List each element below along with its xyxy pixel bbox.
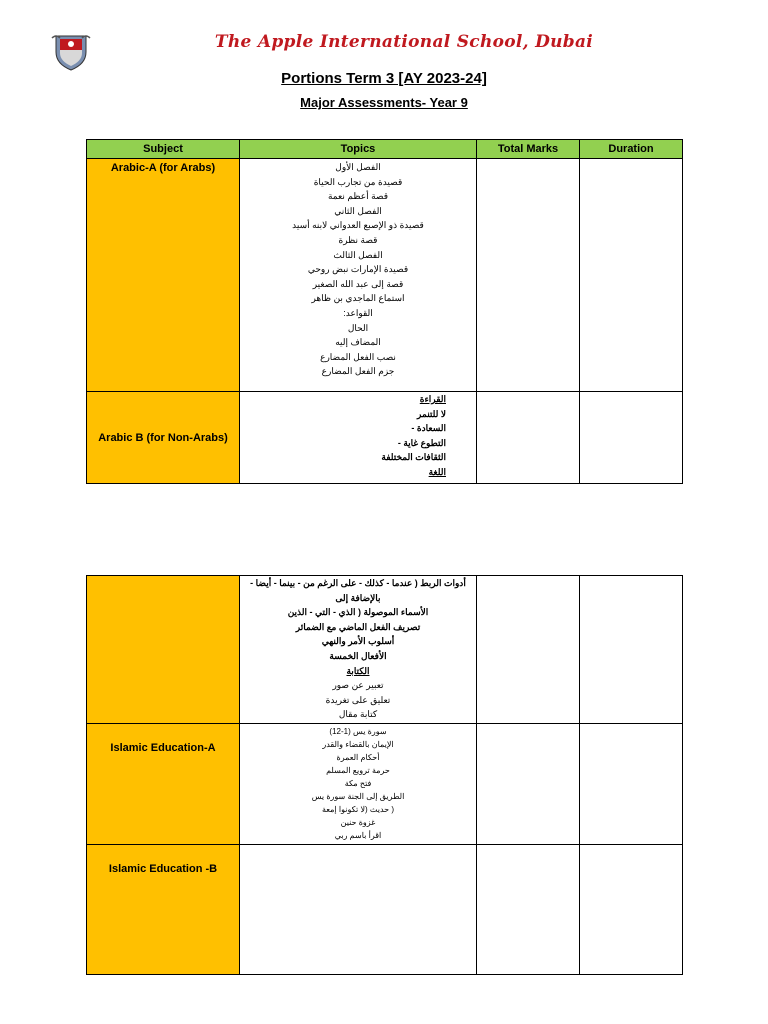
topic-item: فتح مكة	[344, 779, 372, 788]
total-marks-cell	[477, 576, 580, 724]
topic-item: الحال	[347, 322, 369, 333]
topic-item: التطوع غاية -	[397, 437, 446, 448]
topic-item: قصة نظرة	[338, 234, 378, 245]
topic-item: الثقافات المختلفة	[381, 452, 446, 463]
topic-list	[240, 392, 476, 480]
topic-item: استماع الماجدي بن ظاهر	[311, 293, 405, 304]
topic-item: سورة يس (1-12)	[329, 727, 387, 736]
subject-cell	[87, 576, 240, 724]
table-row-islamic-a	[87, 724, 683, 845]
duration-cell	[580, 392, 683, 484]
topic-list	[240, 724, 476, 842]
topic-item: الطريق إلى الجنة سورة يس	[311, 792, 405, 801]
topic-item: قصيدة الإمارات نبض روحي	[307, 264, 409, 275]
topic-item: قصيدة ذو الإصبع العدواني لابنه أسيد	[292, 220, 424, 231]
duration-cell	[580, 576, 683, 724]
header-total-marks: Total Marks	[477, 140, 580, 159]
topic-item: الفصل الثاني	[334, 205, 382, 216]
subject-cell	[87, 392, 240, 484]
header-subject: Subject	[87, 140, 240, 159]
topic-item: ( حديث (لا تكونوا إمعة	[321, 805, 395, 814]
topic-item: قصة أعظم نعمة	[327, 191, 389, 202]
table-row-arabic-b	[87, 392, 683, 484]
topic-item: الأسماء الموصولة ( الذي - التي - الذين	[287, 607, 429, 618]
topic-item: حرمة ترويع المسلم	[326, 766, 390, 775]
total-marks-cell	[477, 159, 580, 392]
subject-cell	[87, 845, 240, 975]
portions-table-continued	[86, 575, 683, 975]
page-title: Portions Term 3 [AY 2023-24]	[281, 70, 487, 87]
table-row-arabic-a	[87, 159, 683, 392]
header-duration: Duration	[580, 140, 683, 159]
topics-cell	[240, 159, 477, 392]
page-subtitle: Major Assessments- Year 9	[300, 95, 468, 110]
subject-label: Arabic B (for Non-Arabs)	[98, 431, 228, 444]
subject-cell	[87, 159, 240, 392]
topic-item: المضاف إليه	[335, 337, 381, 348]
topics-cell	[240, 845, 477, 975]
topics-cell	[240, 576, 477, 724]
topic-item: تصريف الفعل الماضي مع الضمائر	[295, 621, 421, 632]
topic-item: الأفعال الخمسة	[329, 650, 387, 661]
duration-cell	[580, 724, 683, 845]
topics-cell	[240, 392, 477, 484]
topic-list	[240, 159, 476, 379]
total-marks-cell	[477, 392, 580, 484]
total-marks-cell	[477, 724, 580, 845]
topic-item: تعبير عن صور	[332, 680, 384, 691]
portions-table	[86, 139, 683, 484]
topic-item: لا للتنمر	[417, 408, 446, 419]
topic-item: جزم الفعل المضارع	[321, 366, 395, 377]
school-name: The Apple International School, Dubai	[214, 32, 594, 52]
topic-item: القراءة	[419, 394, 446, 404]
table-header-row	[87, 140, 683, 159]
duration-cell	[580, 159, 683, 392]
topic-item: قصة إلى عبد الله الصغير	[312, 278, 404, 289]
subject-cell	[87, 724, 240, 845]
topic-item: السعادة -	[411, 423, 446, 434]
total-marks-cell	[477, 845, 580, 975]
topic-item: القواعد:	[343, 307, 373, 318]
table-row-arabic-b-continued	[87, 576, 683, 724]
subject-label: Arabic-A (for Arabs)	[110, 162, 216, 174]
topic-list	[240, 576, 476, 722]
topic-item: كتابة مقال	[338, 709, 378, 720]
topic-item: أسلوب الأمر والنهي	[321, 636, 395, 647]
topic-item: غزوة حنين	[340, 818, 376, 827]
topic-item: الإيمان بالقضاء والقدر	[322, 740, 394, 749]
topics-cell	[240, 724, 477, 845]
topic-item: أحكام العمرة	[336, 753, 380, 762]
topic-item: أدوات الربط ( عندما - كذلك - على الرغم من - بينما - أيضا -	[250, 578, 466, 588]
topic-item: اقرأ باسم ربي	[334, 831, 382, 840]
duration-cell	[580, 845, 683, 975]
topic-item: تعليق على تغريدة	[325, 694, 391, 705]
topic-item: نصب الفعل المضارع	[320, 351, 396, 362]
topic-item: قصيدة من تجارب الحياة	[313, 176, 403, 187]
header-topics: Topics	[240, 140, 477, 159]
table-row-islamic-b	[87, 845, 683, 975]
topic-item: اللغة	[428, 466, 446, 477]
topic-item: بالإضافة إلى	[335, 592, 381, 603]
subject-label: Islamic Education-A	[110, 742, 216, 754]
topic-item: الفصل الثالث	[333, 249, 383, 260]
subject-label: Islamic Education -B	[108, 863, 218, 875]
topic-item: الفصل الأول	[335, 162, 381, 172]
topic-item: الكتابة	[346, 665, 370, 676]
